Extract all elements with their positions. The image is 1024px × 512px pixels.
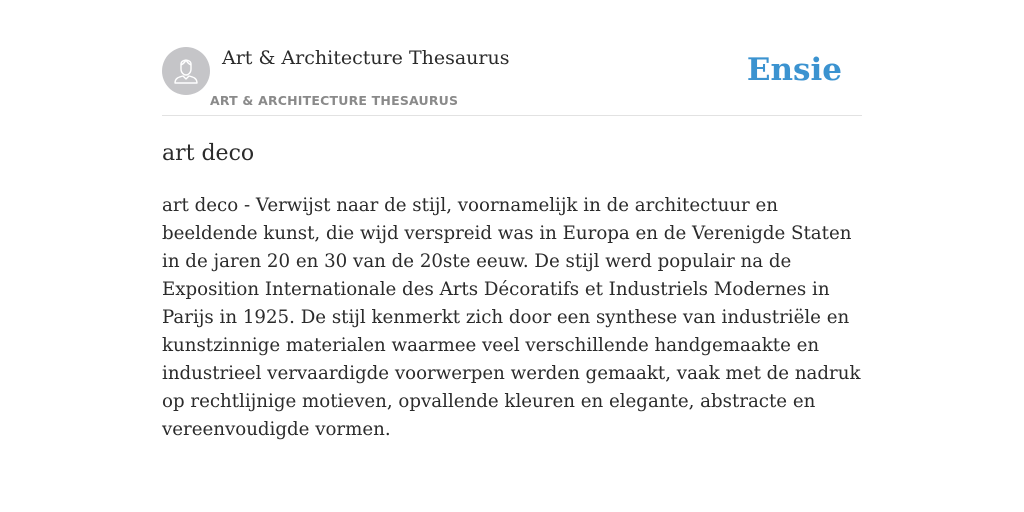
source-subtitle: ART & ARCHITECTURE THESAURUS — [210, 93, 459, 108]
content-container — [162, 0, 862, 440]
user-avatar-icon[interactable] — [162, 47, 210, 95]
source-title-link[interactable]: Art & Architecture Thesaurus — [222, 47, 510, 69]
entry-term: art deco — [162, 141, 255, 166]
ensie-logo[interactable]: Ensie — [746, 52, 842, 88]
entry-header — [162, 0, 862, 116]
entry-definition: art deco - Verwijst naar de stijl, voornamelijk in de architectuur en beeldende kunst, die wijd verspreid was in Europa en de Verenigde Staten in de jaren 20 en 30 van de 20ste eeuw. De stijl werd populair na de Exposition Internationale des Arts Décoratifs et Industriels Modernes in Parijs in 1925. De stijl kenmerkt zich door een synthese van industriële en kunstzinnige materialen waarmee veel verschillende handgemaakte en industrieel vervaardigde voorwerpen werden gemaakt, vaak met de nadruk op rechtlijnige motieven, opvallende kleuren en elegante, abstracte en vereenvoudigde vormen. — [162, 195, 861, 440]
